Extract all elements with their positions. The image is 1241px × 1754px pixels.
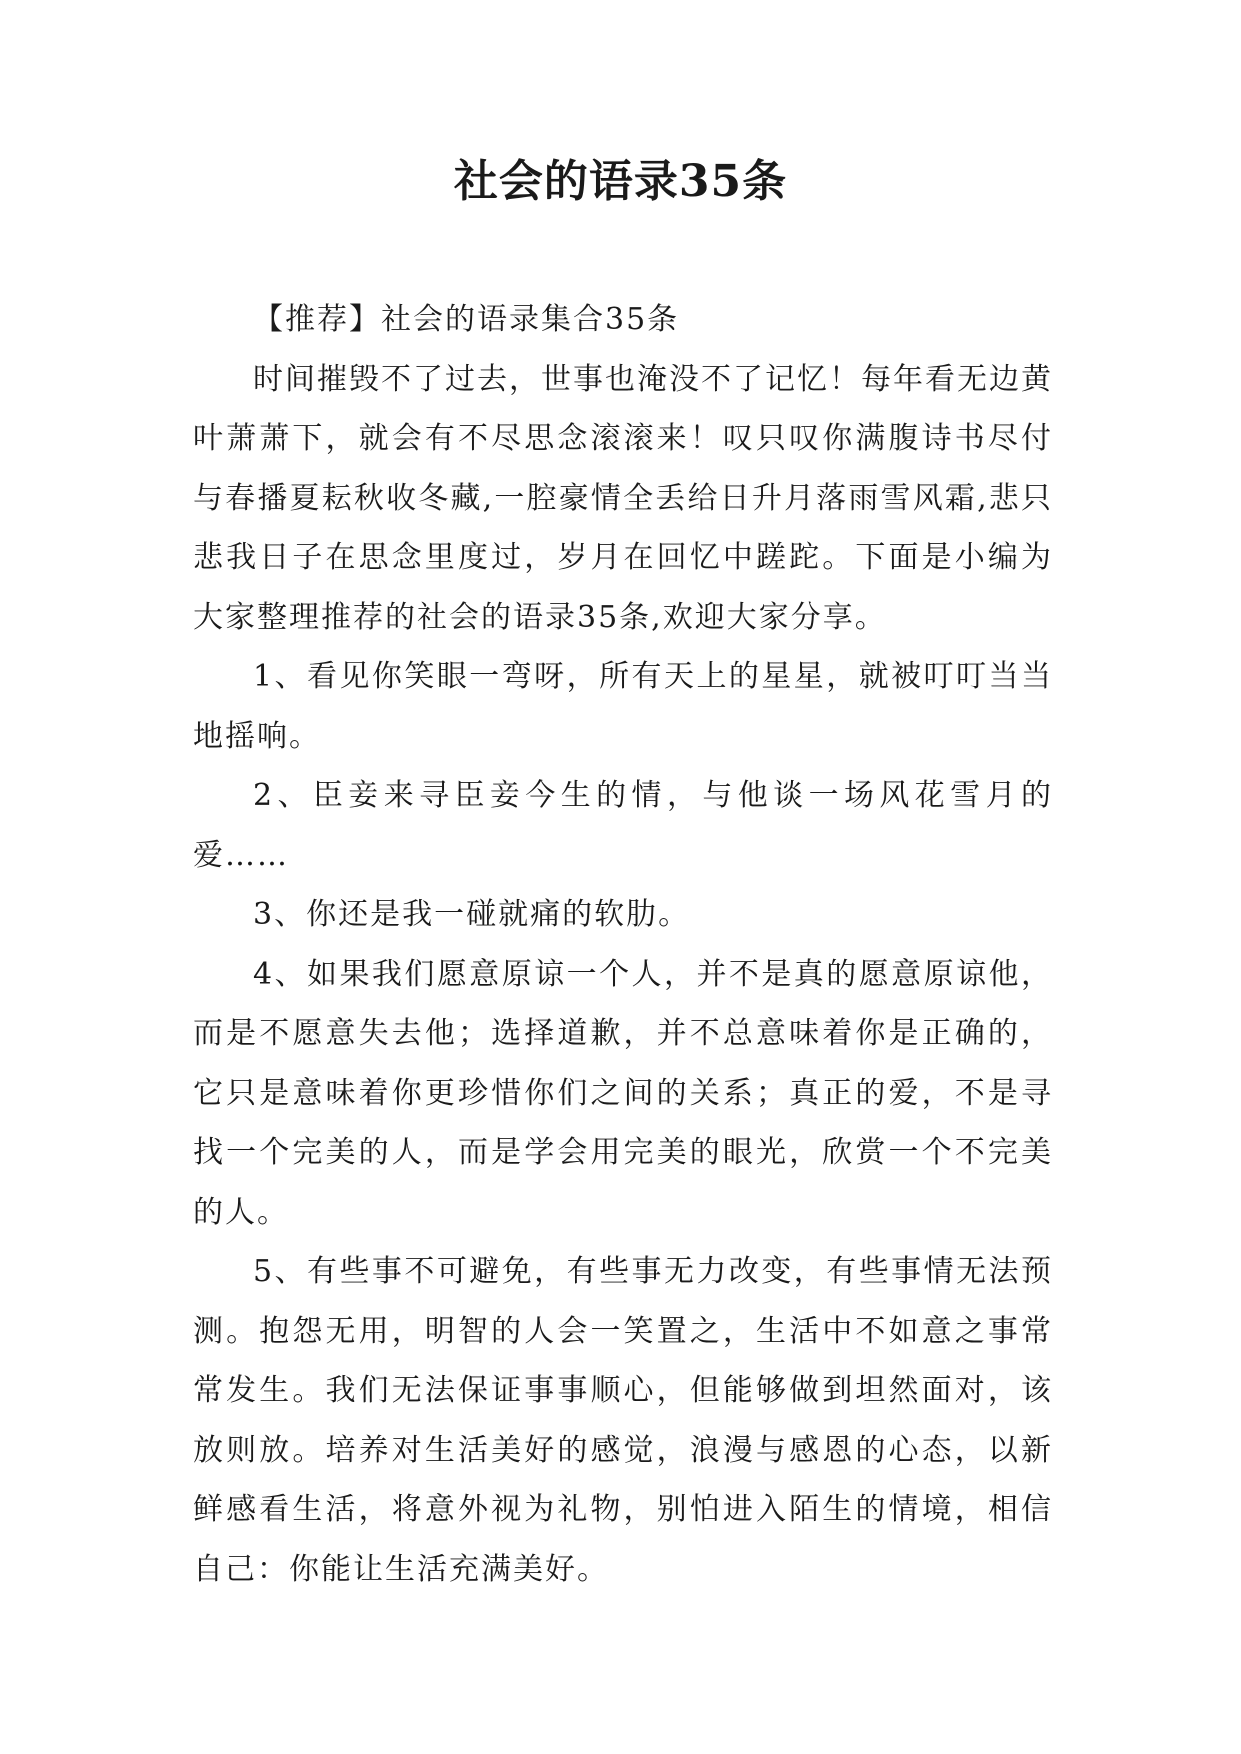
recommend-heading: 【推荐】社会的语录集合35条 [253, 302, 680, 337]
quote-2: 2、臣妾来寻臣妾今生的情，与他谈一场风花雪月的爱…… [193, 778, 1053, 873]
quote-5: 5、有些事不可避免，有些事无力改变，有些事情无法预测。抱怨无用，明智的人会一笑置之，生活中不如意之事常常发生。我们无法保证事事顺心，但能够做到坦然面对，该放则放。培养对生活美好的感觉，浪漫与感恩的心态，以新鲜感看生活，将意外视为礼物，别怕进入陌生的情境，相信自己：你能让生活充满美好。 [193, 1254, 1053, 1587]
quote-3: 3、你还是我一碰就痛的软肋。 [253, 897, 691, 932]
quote-4: 4、如果我们愿意原谅一个人，并不是真的愿意原谅他，而是不愿意失去他；选择道歉，并不总意味着你是正确的，它只是意味着你更珍惜你们之间的关系；真正的爱，不是寻找一个完美的人，而是学会用完美的眼光，欣赏一个不完美的人。 [193, 956, 1053, 1230]
intro-paragraph: 时间摧毁不了过去，世事也淹没不了记忆！每年看无边黄叶萧萧下，就会有不尽思念滚滚来！叹只叹你满腹诗书尽付与春播夏耘秋收冬藏,一腔豪情全丢给日升月落雨雪风霜,悲只悲我日子在思念里度过，岁月在回忆中蹉跎。下面是小编为大家整理推荐的社会的语录35条,欢迎大家分享。 [193, 361, 1053, 635]
quote-1: 1、看见你笑眼一弯呀，所有天上的星星，就被叮叮当当地摇响。 [193, 659, 1053, 754]
document-title: 社会的语录35条 [453, 156, 788, 207]
document-body [193, 290, 1053, 1599]
